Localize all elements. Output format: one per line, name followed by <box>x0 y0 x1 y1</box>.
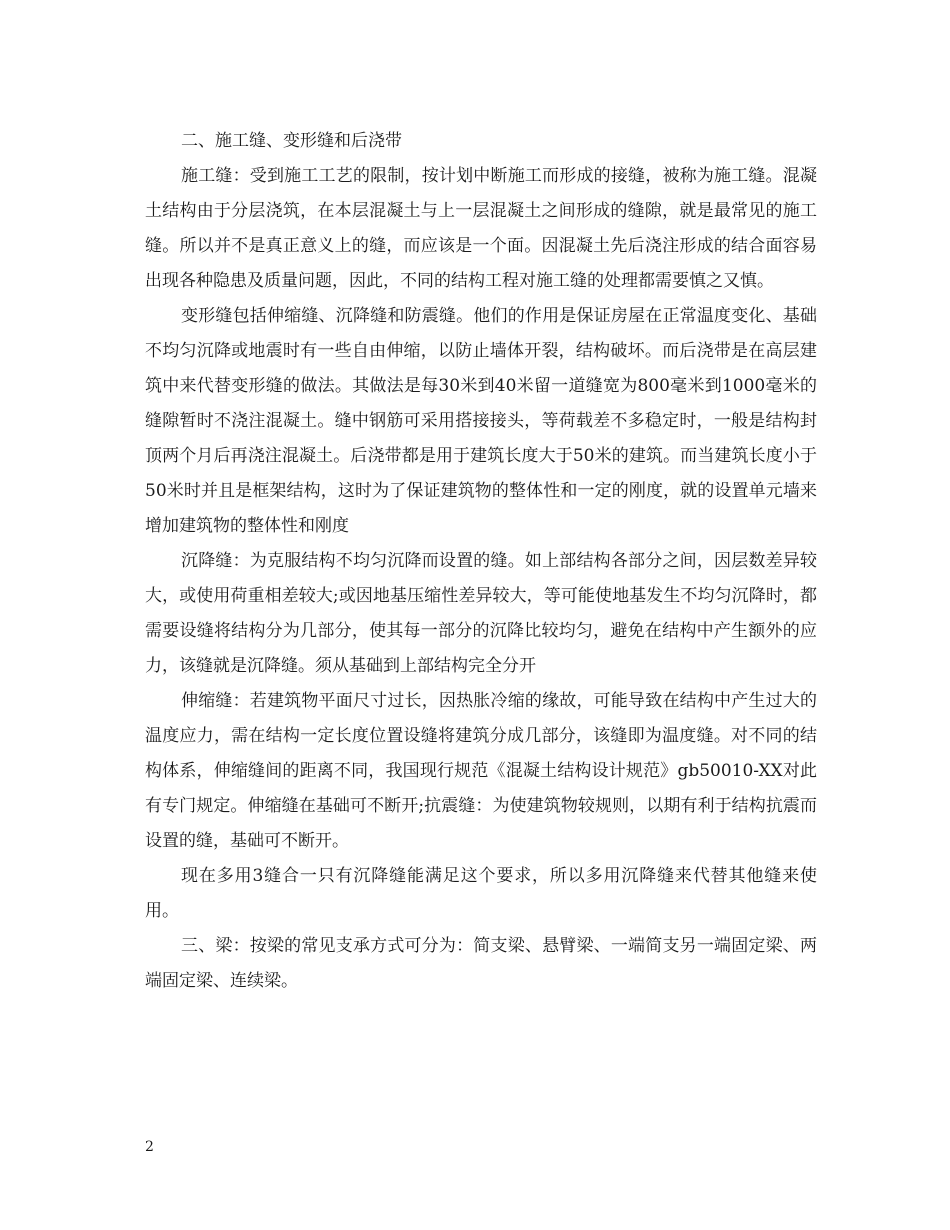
paragraph-deformation-joint: 变形缝包括伸缩缝、沉降缝和防震缝。他们的作用是保证房屋在正常温度变化、基础不均匀沉降或地震时有一些自由伸缩，以防止墙体开裂，结构破坏。而后浇带是在高层建筑中来代替变形缝的做法。其做法是每30米到40米留一道缝宽为800毫米到1000毫米的缝隙暂时不浇注混凝土。缝中钢筋可采用搭接接头，等荷载差不多稳定时，一般是结构封顶两个月后再浇注混凝土。后浇带都是用于建筑长度大于50米的建筑。而当建筑长度小于50米时并且是框架结构，这时为了保证建筑物的整体性和一定的刚度，就的设置单元墙来增加建筑物的整体性和刚度 <box>145 306 817 536</box>
paragraph-beam-types: 三、梁：按梁的常见支承方式可分为：简支梁、悬臂梁、一端简支另一端固定梁、两端固定梁、连续梁。 <box>145 936 817 991</box>
paragraph-construction-joint: 施工缝：受到施工工艺的限制，按计划中断施工而形成的接缝，被称为施工缝。混凝土结构由于分层浇筑，在本层混凝土与上一层混凝土之间形成的缝隙，就是最常见的施工缝。所以并不是真正意义上的缝，而应该是一个面。因混凝土先后浇注形成的结合面容易出现各种隐患及质量问题，因此，不同的结构工程对施工缝的处理都需要慎之又慎。 <box>145 166 817 291</box>
paragraph-expansion-joint: 伸缩缝：若建筑物平面尺寸过长，因热胀冷缩的缘故，可能导致在结构中产生过大的温度应力，需在结构一定长度位置设缝将建筑分成几部分，该缝即为温度缝。对不同的结构体系，伸缩缝间的距离不同，我国现行规范《混凝土结构设计规范》gb50010-XX对此有专门规定。伸缩缝在基础可不断开;抗震缝：为使建筑物较规则，以期有利于结构抗震而设置的缝，基础可不断开。 <box>145 691 817 851</box>
page-number: 2 <box>145 1139 154 1155</box>
section-heading: 二、施工缝、变形缝和后浇带 <box>181 131 402 151</box>
document-body <box>145 124 817 999</box>
paragraph-settlement-joint: 沉降缝：为克服结构不均匀沉降而设置的缝。如上部结构各部分之间，因层数差异较大，或使用荷重相差较大;或因地基压缩性差异较大，等可能使地基发生不均匀沉降时，都需要设缝将结构分为几部分，使其每一部分的沉降比较均匀，避免在结构中产生额外的应力，该缝就是沉降缝。须从基础到上部结构完全分开 <box>145 551 817 676</box>
paragraph-combined-joint: 现在多用3缝合一只有沉降缝能满足这个要求，所以多用沉降缝来代替其他缝来使用。 <box>145 866 817 921</box>
